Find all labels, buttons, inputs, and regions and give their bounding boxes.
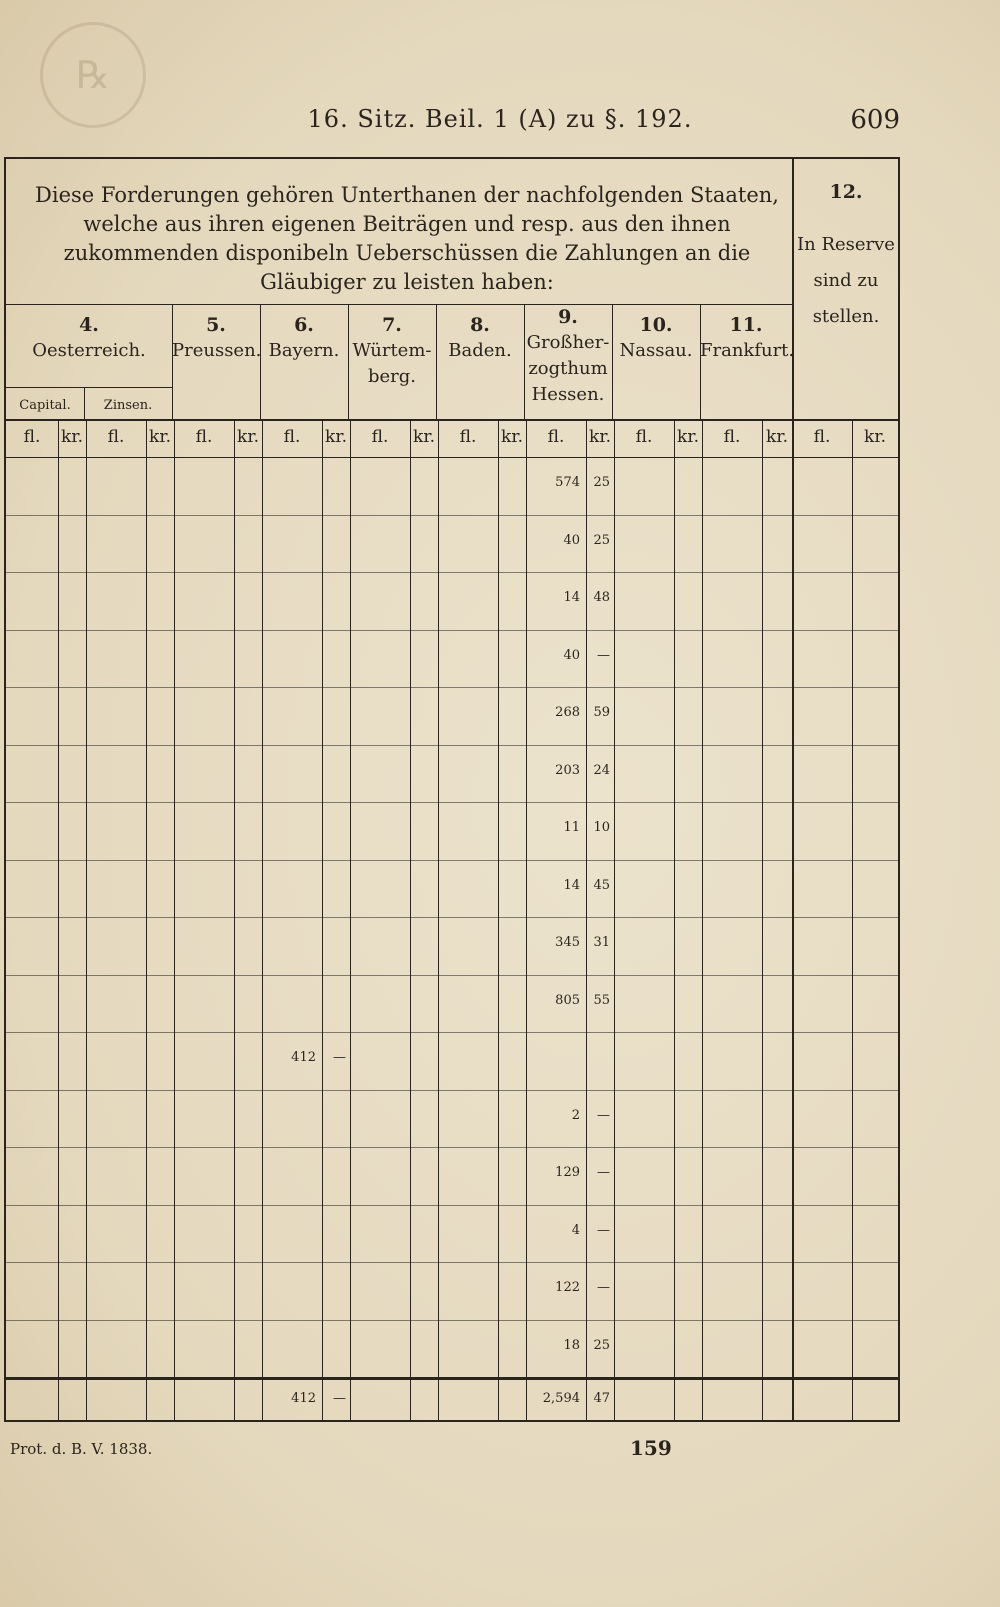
oesterreich-sub-divider xyxy=(6,387,172,388)
value-column-border xyxy=(146,419,147,1420)
running-header xyxy=(0,105,1000,145)
row-divider xyxy=(6,572,898,573)
hessen-florin-value: 122 xyxy=(555,1280,580,1295)
column-header-11 xyxy=(700,312,795,364)
row-divider xyxy=(6,975,898,976)
column-name: In Reserve sind zu stellen. xyxy=(797,234,895,327)
column-number: 10. xyxy=(639,314,673,336)
value-column-border xyxy=(174,419,175,1420)
unit-label: kr. xyxy=(61,427,83,447)
value-column-border xyxy=(702,419,703,1420)
row-divider xyxy=(6,1147,898,1148)
library-stamp-icon: ℞ xyxy=(40,22,146,128)
page-heading: 16. Sitz. Beil. 1 (A) zu §. 192. xyxy=(307,105,693,133)
column-name: Oesterreich. xyxy=(32,340,146,361)
hessen-florin-value: 40 xyxy=(563,647,580,663)
page-number: 609 xyxy=(850,105,900,135)
unit-label: fl. xyxy=(459,427,477,447)
hessen-kreuzer-value: 59 xyxy=(593,705,610,720)
row-divider xyxy=(6,1090,898,1091)
column-name: Baden. xyxy=(448,340,512,361)
value-column-border xyxy=(792,419,793,1420)
value-column-border xyxy=(350,419,351,1420)
column-number: 12. xyxy=(829,181,863,203)
hessen-florin-value: 14 xyxy=(563,590,580,605)
row-divider xyxy=(6,802,898,803)
column-name: Frankfurt. xyxy=(700,340,795,361)
column-name: Großher- zogthum Hessen. xyxy=(526,332,610,405)
bayern-kreuzer-value: — xyxy=(333,1050,346,1065)
hessen-kreuzer-value: 24 xyxy=(593,762,610,778)
unit-label: kr. xyxy=(501,427,523,447)
hessen-florin-value: 4 xyxy=(571,1222,580,1238)
unit-label: kr. xyxy=(325,427,347,447)
hessen-kreuzer-value: — xyxy=(597,1107,610,1123)
column-number: 8. xyxy=(470,314,490,336)
value-column-border xyxy=(58,419,59,1420)
unit-label: fl. xyxy=(371,427,389,447)
column-header-8 xyxy=(436,312,524,364)
unit-label: kr. xyxy=(766,427,788,447)
unit-label: fl. xyxy=(635,427,653,447)
unit-label: fl. xyxy=(195,427,213,447)
column-number: 6. xyxy=(294,314,314,336)
column-name: Würtem- berg. xyxy=(352,340,432,387)
hessen-florin-value: 2 xyxy=(571,1107,580,1123)
value-column-border xyxy=(674,419,675,1420)
hessen-kreuzer-value: — xyxy=(597,1222,610,1238)
unit-label: fl. xyxy=(723,427,741,447)
hessen-kreuzer-value: 45 xyxy=(593,877,610,893)
intro-divider xyxy=(6,304,792,305)
hessen-florin-value: 203 xyxy=(555,762,580,778)
value-column-border xyxy=(852,419,853,1420)
value-column-border xyxy=(86,419,87,1420)
row-divider xyxy=(6,917,898,918)
hessen-kreuzer-value: 25 xyxy=(593,1337,610,1353)
value-column-border xyxy=(498,419,499,1420)
unit-label: kr. xyxy=(413,427,435,447)
value-column-border xyxy=(410,419,411,1420)
hessen-kreuzer-value: 55 xyxy=(593,992,610,1008)
unit-label: fl. xyxy=(23,427,41,447)
sub-header-zinsen: Zinsen. xyxy=(103,398,153,413)
hessen-kreuzer-value: 48 xyxy=(593,590,610,605)
unit-label: kr. xyxy=(677,427,699,447)
value-column-border xyxy=(586,419,587,1420)
hessen-florin-value: 574 xyxy=(555,475,580,490)
bayern-florin-value: 412 xyxy=(291,1050,316,1065)
column-number: 4. xyxy=(79,314,99,336)
column-header-7 xyxy=(348,312,436,390)
value-column-border xyxy=(438,419,439,1420)
column-header-5 xyxy=(172,312,260,364)
hessen-kreuzer-value: — xyxy=(597,647,610,663)
column-name: Bayern. xyxy=(268,340,340,361)
column-number: 5. xyxy=(206,314,226,336)
hessen-total-florin: 2,594 xyxy=(542,1391,580,1406)
hessen-kreuzer-value: 25 xyxy=(593,475,610,490)
row-divider xyxy=(6,1205,898,1206)
unit-label: kr. xyxy=(589,427,611,447)
hessen-florin-value: 268 xyxy=(555,705,580,720)
column-number: 9. xyxy=(558,306,578,328)
hessen-florin-value: 129 xyxy=(555,1165,580,1180)
hessen-total-kreuzer: 47 xyxy=(593,1391,610,1406)
column-header-10 xyxy=(612,312,700,364)
column-header-9 xyxy=(524,304,612,408)
row-divider xyxy=(6,1262,898,1263)
row-divider xyxy=(6,745,898,746)
intro-text: Diese Forderungen gehören Unterthanen der nachfolgenden Staaten, welche aus ihren eigenen Beiträgen und resp. aus den ihnen zukommenden disponibeln Ueberschüssen die Zahlungen an die Gläubiger zu leisten haben: xyxy=(35,183,779,294)
hessen-florin-value: 11 xyxy=(563,820,580,835)
footer-sheet-number: 159 xyxy=(630,1436,672,1460)
bayern-total-florin: 412 xyxy=(291,1391,316,1406)
hessen-florin-value: 345 xyxy=(555,935,580,950)
value-column-border xyxy=(762,419,763,1420)
hessen-kreuzer-value: 25 xyxy=(593,532,610,548)
hessen-florin-value: 18 xyxy=(563,1337,580,1353)
hessen-florin-value: 805 xyxy=(555,992,580,1008)
unit-label: kr. xyxy=(149,427,171,447)
bayern-total-kreuzer: — xyxy=(333,1391,346,1406)
unit-label: kr. xyxy=(864,427,886,447)
value-column-border xyxy=(262,419,263,1420)
ledger-table xyxy=(4,157,900,1422)
value-column-border xyxy=(234,419,235,1420)
hessen-kreuzer-value: 31 xyxy=(593,935,610,950)
header-divider xyxy=(6,419,898,421)
hessen-florin-value: 40 xyxy=(563,532,580,548)
row-divider xyxy=(6,515,898,516)
unit-label: fl. xyxy=(283,427,301,447)
column-header-4 xyxy=(6,312,172,364)
hessen-florin-value: 14 xyxy=(563,877,580,893)
row-divider xyxy=(6,860,898,861)
row-divider xyxy=(6,630,898,631)
total-divider xyxy=(6,1377,898,1380)
value-column-border xyxy=(526,419,527,1420)
column-header-12 xyxy=(794,179,898,335)
footer-reference: Prot. d. B. V. 1838. xyxy=(10,1440,153,1458)
unit-label: fl. xyxy=(813,427,831,447)
row-divider xyxy=(6,687,898,688)
unit-label: fl. xyxy=(547,427,565,447)
hessen-kreuzer-value: — xyxy=(597,1165,610,1180)
column-name: Nassau. xyxy=(619,340,693,361)
row-divider xyxy=(6,1320,898,1321)
hessen-kreuzer-value: 10 xyxy=(593,820,610,835)
hessen-kreuzer-value: — xyxy=(597,1280,610,1295)
value-column-border xyxy=(614,419,615,1420)
column-name: Preussen. xyxy=(172,340,262,361)
column-header-6 xyxy=(260,312,348,364)
unit-divider xyxy=(6,457,898,458)
unit-label: fl. xyxy=(107,427,125,447)
column-number: 11. xyxy=(729,314,763,336)
row-divider xyxy=(6,1032,898,1033)
column-number: 7. xyxy=(382,314,402,336)
sub-header-capital: Capital. xyxy=(19,398,71,413)
unit-label: kr. xyxy=(237,427,259,447)
value-column-border xyxy=(322,419,323,1420)
